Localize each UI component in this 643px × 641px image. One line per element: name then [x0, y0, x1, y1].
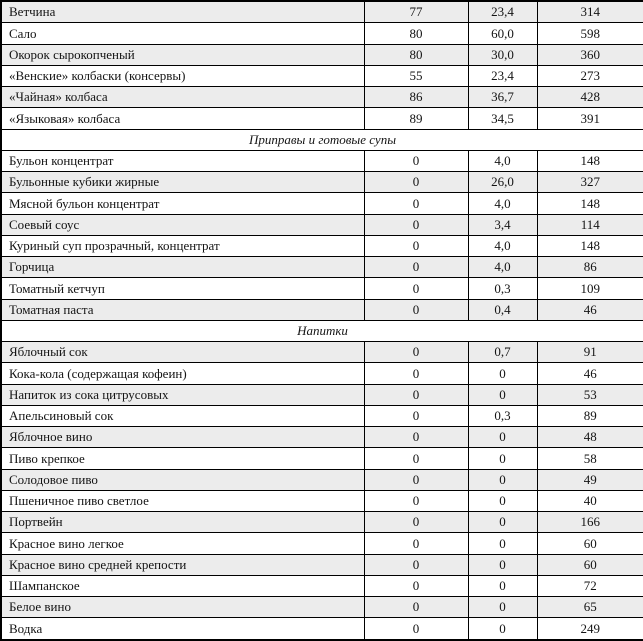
value-cell-1: 0 — [364, 512, 468, 533]
food-name-cell: Мясной бульон концентрат — [1, 193, 364, 214]
value-cell-2: 26,0 — [468, 172, 537, 193]
food-name-cell: Напиток из сока цитрусовых — [1, 384, 364, 405]
value-cell-3: 60 — [537, 554, 643, 575]
value-cell-3: 49 — [537, 469, 643, 490]
value-cell-1: 0 — [364, 172, 468, 193]
table-row — [1, 490, 643, 511]
food-name-cell: Портвейн — [1, 512, 364, 533]
value-cell-2: 0 — [468, 490, 537, 511]
value-cell-1: 80 — [364, 44, 468, 65]
value-cell-2: 0,7 — [468, 342, 537, 363]
table-row — [1, 363, 643, 384]
table-row — [1, 533, 643, 554]
value-cell-1: 0 — [364, 257, 468, 278]
value-cell-3: 148 — [537, 193, 643, 214]
value-cell-3: 60 — [537, 533, 643, 554]
food-name-cell: Красное вино средней крепости — [1, 554, 364, 575]
food-name-cell: Окорок сырокопченый — [1, 44, 364, 65]
table-row — [1, 469, 643, 490]
value-cell-3: 58 — [537, 448, 643, 469]
value-cell-2: 0 — [468, 469, 537, 490]
value-cell-2: 3,4 — [468, 214, 537, 235]
food-name-cell: Пшеничное пиво светлое — [1, 490, 364, 511]
value-cell-2: 4,0 — [468, 235, 537, 256]
value-cell-1: 0 — [364, 235, 468, 256]
table-row — [1, 214, 643, 235]
table-body — [1, 1, 643, 640]
table-row — [1, 1, 643, 23]
food-name-cell: «Языковая» колбаса — [1, 108, 364, 129]
value-cell-1: 0 — [364, 363, 468, 384]
food-name-cell: Ветчина — [1, 1, 364, 23]
table-row — [1, 278, 643, 299]
food-name-cell: Апельсиновый сок — [1, 405, 364, 426]
value-cell-3: 48 — [537, 427, 643, 448]
table-row — [1, 65, 643, 86]
table-row — [1, 44, 643, 65]
food-name-cell: Томатный кетчуп — [1, 278, 364, 299]
table-row — [1, 384, 643, 405]
value-cell-1: 0 — [364, 448, 468, 469]
value-cell-2: 4,0 — [468, 193, 537, 214]
table-row — [1, 108, 643, 129]
value-cell-1: 89 — [364, 108, 468, 129]
value-cell-1: 0 — [364, 427, 468, 448]
value-cell-2: 23,4 — [468, 1, 537, 23]
food-name-cell: Яблочное вино — [1, 427, 364, 448]
value-cell-2: 0,4 — [468, 299, 537, 320]
value-cell-3: 273 — [537, 65, 643, 86]
food-name-cell: Томатная паста — [1, 299, 364, 320]
value-cell-1: 0 — [364, 150, 468, 171]
value-cell-1: 0 — [364, 533, 468, 554]
section-title: Приправы и готовые супы — [1, 129, 643, 150]
value-cell-1: 0 — [364, 384, 468, 405]
value-cell-2: 0 — [468, 363, 537, 384]
value-cell-1: 0 — [364, 278, 468, 299]
value-cell-3: 249 — [537, 618, 643, 640]
food-name-cell: Солодовое пиво — [1, 469, 364, 490]
section-row — [1, 320, 643, 341]
value-cell-3: 166 — [537, 512, 643, 533]
value-cell-2: 0 — [468, 448, 537, 469]
table-row — [1, 575, 643, 596]
value-cell-3: 598 — [537, 23, 643, 44]
value-cell-3: 65 — [537, 597, 643, 618]
value-cell-2: 0 — [468, 384, 537, 405]
value-cell-1: 0 — [364, 193, 468, 214]
value-cell-3: 72 — [537, 575, 643, 596]
table-row — [1, 405, 643, 426]
value-cell-2: 0,3 — [468, 405, 537, 426]
value-cell-2: 60,0 — [468, 23, 537, 44]
table-row — [1, 554, 643, 575]
value-cell-1: 0 — [364, 342, 468, 363]
value-cell-1: 77 — [364, 1, 468, 23]
value-cell-1: 0 — [364, 490, 468, 511]
table-row — [1, 299, 643, 320]
value-cell-2: 0 — [468, 554, 537, 575]
value-cell-1: 0 — [364, 469, 468, 490]
value-cell-3: 89 — [537, 405, 643, 426]
table-row — [1, 193, 643, 214]
value-cell-3: 360 — [537, 44, 643, 65]
value-cell-2: 30,0 — [468, 44, 537, 65]
value-cell-3: 109 — [537, 278, 643, 299]
value-cell-3: 314 — [537, 1, 643, 23]
table-row — [1, 618, 643, 640]
value-cell-2: 0 — [468, 427, 537, 448]
value-cell-1: 86 — [364, 87, 468, 108]
value-cell-3: 148 — [537, 150, 643, 171]
value-cell-3: 53 — [537, 384, 643, 405]
value-cell-3: 391 — [537, 108, 643, 129]
food-name-cell: Красное вино легкое — [1, 533, 364, 554]
food-name-cell: Бульонные кубики жирные — [1, 172, 364, 193]
table-row — [1, 512, 643, 533]
food-name-cell: Сало — [1, 23, 364, 44]
table-row — [1, 257, 643, 278]
value-cell-2: 34,5 — [468, 108, 537, 129]
value-cell-1: 0 — [364, 597, 468, 618]
value-cell-2: 0 — [468, 597, 537, 618]
table-row — [1, 448, 643, 469]
value-cell-1: 0 — [364, 575, 468, 596]
value-cell-2: 0 — [468, 618, 537, 640]
value-cell-2: 0 — [468, 533, 537, 554]
value-cell-3: 114 — [537, 214, 643, 235]
section-row — [1, 129, 643, 150]
table-row — [1, 23, 643, 44]
food-name-cell: Пиво крепкое — [1, 448, 364, 469]
food-name-cell: Соевый соус — [1, 214, 364, 235]
value-cell-3: 148 — [537, 235, 643, 256]
food-name-cell: «Чайная» колбаса — [1, 87, 364, 108]
value-cell-3: 428 — [537, 87, 643, 108]
food-name-cell: Шампанское — [1, 575, 364, 596]
table-row — [1, 235, 643, 256]
food-name-cell: Белое вино — [1, 597, 364, 618]
table-row — [1, 172, 643, 193]
value-cell-3: 327 — [537, 172, 643, 193]
value-cell-3: 86 — [537, 257, 643, 278]
value-cell-2: 0,3 — [468, 278, 537, 299]
value-cell-1: 0 — [364, 214, 468, 235]
value-cell-1: 0 — [364, 405, 468, 426]
value-cell-2: 4,0 — [468, 257, 537, 278]
value-cell-1: 0 — [364, 299, 468, 320]
value-cell-2: 36,7 — [468, 87, 537, 108]
food-name-cell: Яблочный сок — [1, 342, 364, 363]
table-row — [1, 342, 643, 363]
food-name-cell: Куриный суп прозрачный, концентрат — [1, 235, 364, 256]
value-cell-3: 46 — [537, 363, 643, 384]
table-row — [1, 597, 643, 618]
value-cell-1: 80 — [364, 23, 468, 44]
value-cell-1: 0 — [364, 554, 468, 575]
food-name-cell: Кока-кола (содержащая кофеин) — [1, 363, 364, 384]
value-cell-3: 46 — [537, 299, 643, 320]
value-cell-2: 0 — [468, 575, 537, 596]
table-row — [1, 150, 643, 171]
food-name-cell: «Венские» колбаски (консервы) — [1, 65, 364, 86]
value-cell-3: 91 — [537, 342, 643, 363]
value-cell-3: 40 — [537, 490, 643, 511]
value-cell-2: 23,4 — [468, 65, 537, 86]
value-cell-1: 55 — [364, 65, 468, 86]
section-title: Напитки — [1, 320, 643, 341]
table-row — [1, 427, 643, 448]
table-row — [1, 87, 643, 108]
food-name-cell: Горчица — [1, 257, 364, 278]
value-cell-1: 0 — [364, 618, 468, 640]
value-cell-2: 4,0 — [468, 150, 537, 171]
food-name-cell: Бульон концентрат — [1, 150, 364, 171]
value-cell-2: 0 — [468, 512, 537, 533]
food-name-cell: Водка — [1, 618, 364, 640]
